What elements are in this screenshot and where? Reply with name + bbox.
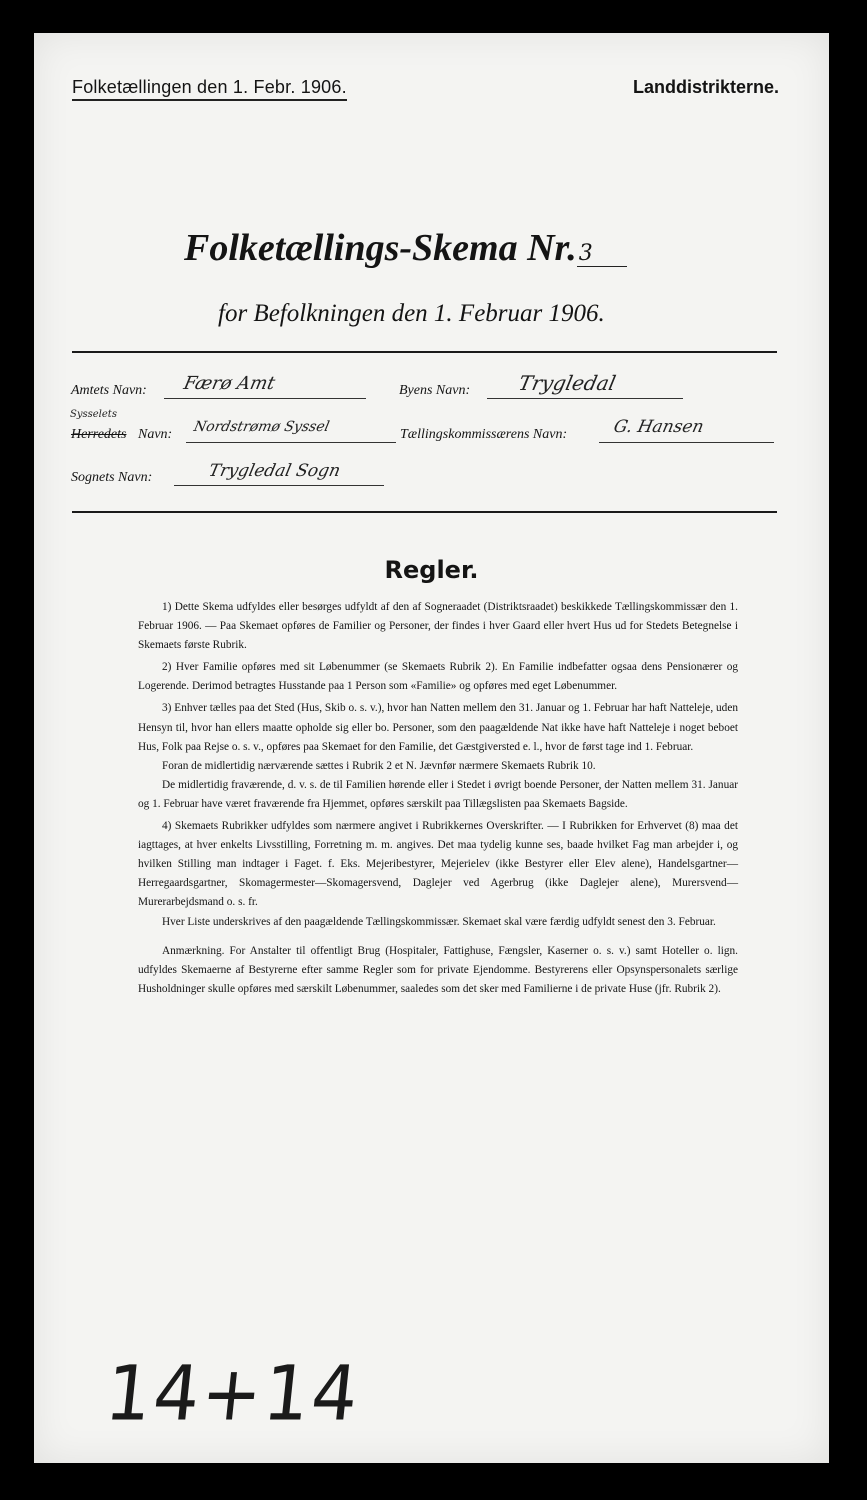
form-title-text: Folketællings-Skema Nr. [184,227,577,269]
rules-body [138,598,738,999]
rule-annotation: Anmærkning. For Anstalter til offentligt Brug (Hospitaler, Fattighuse, Fængsler, Kaserner o. s. v.) samt Hoteller o. lign. udfyldes Skemaerne af Bestyrerne efter samme Regler som for private Ejendomme. Bestyrerens eller Opsynspersonalets særlige Husholdninger skulle opføres med særskilt Løbenummer, saaledes som det sker med Familierne i de private Huse (jfr. Rubrik 2). [138,944,738,995]
herred-value: Nordstrømø Syssel [192,419,331,435]
form-number: 3 [577,241,627,267]
rule-paragraph: Foran de midlertidig nærværende sættes i Rubrik 2 et N. Jævnfør nærmere Skemaets Rubrik 10. [162,759,596,772]
rule-paragraph: 2) Hver Familie opføres med sit Løbenummer (se Skemaets Rubrik 2). En Familie indbefatter ogsaa dens Pensionærer og Logerende. Derimod betragtes Husstande paa 1 Person som «Familie» og opføres med eget Løbenummer. [138,661,738,693]
amt-value: Færø Amt [181,373,277,394]
amt-label: Amtets Navn: [71,383,147,398]
sogn-value: Trygledal Sogn [206,461,343,481]
by-label: Byens Navn: [399,383,471,398]
rules-heading: Regler. [384,556,479,584]
form-title [184,226,627,270]
divider-bottom [72,511,777,513]
handwritten-count: 14+14 [101,1348,365,1438]
census-header-right: Landdistrikterne. [632,77,779,97]
herred-handwritten: Sysselets [70,409,117,420]
rule-paragraph: De midlertidig fraværende, d. v. s. de til Familien hørende eller i Stedet i øvrigt boende Personer, der Natten mellem 31. Januar og 1. Februar have været fraværende fra Hjemmet, opføres særskilt paa Tillægslisten paa Skemaets Bagside. [138,778,738,810]
census-header-left: Folketællingen den 1. Febr. 1906. [72,77,347,101]
rule-paragraph: 3) Enhver tælles paa det Sted (Hus, Skib o. s. v.), hvor han Natten mellem den 31. Januar og 1. Februar har haft Natteleje, uden Hensyn til, hvor han ellers maatte opholde sig eller bo. Personer, som den paagældende Nat ikke have haft Natteleje i noget beboet Hus, Folk paa Rejse o. s. v., opføres paa Skemaet for den Familie, det Gæstgiversted e. l., hvor de først tage ind 1. Februar. [138,702,738,753]
rule-paragraph: 4) Skemaets Rubrikker udfyldes som nærmere angivet i Rubrikkernes Overskrifter. — I Rubrikken for Erhvervet (8) maa det iagttages, at hver enkelts Livsstilling, Forretning m. m. angives. Det maa tydelig kunne ses, baade hvilket Fag man arbejder i, og hvilken Stilling man indtager i Faget. f. Eks. Mejeribestyrer, Mejerielev (ikke Bestyrer eller Elev alene), Handelsgartner—Herregaardsgartner, Skomagermester—Skomagersvend, Daglejer ved Agerbrug (ikke Daglejer alene), Murersvend—Murerarbejdsmand o. s. fr. [138,820,738,909]
kommissaer-label: Tællingskommissærens Navn: [400,427,568,442]
herred-label: Navn: [138,427,173,442]
divider-top [72,351,777,353]
form-subtitle: for Befolkningen den 1. Februar 1906. [218,300,605,327]
rule-paragraph: Hver Liste underskrives af den paagældende Tællingskommissær. Skemaet skal være færdig udfyldt senest den 3. Februar. [162,915,716,928]
census-form-sheet [34,33,829,1463]
by-value: Trygledal [516,371,618,395]
herred-struck-label: Herredets [71,427,127,442]
kommissaer-value: G. Hansen [611,417,706,437]
rule-paragraph: 1) Dette Skema udfyldes eller besørges udfyldt af den af Sogneraadet (Distriktsraadet) beskikkede Tællingskommissær den 1. Februar 1906. — Paa Skemaet opføres de Familier og Personer, der findes i hver Gaard eller hvert Hus ud for Stedets Betegnelse i Skemaets første Rubrik. [138,601,738,652]
sogn-label: Sognets Navn: [71,470,153,485]
